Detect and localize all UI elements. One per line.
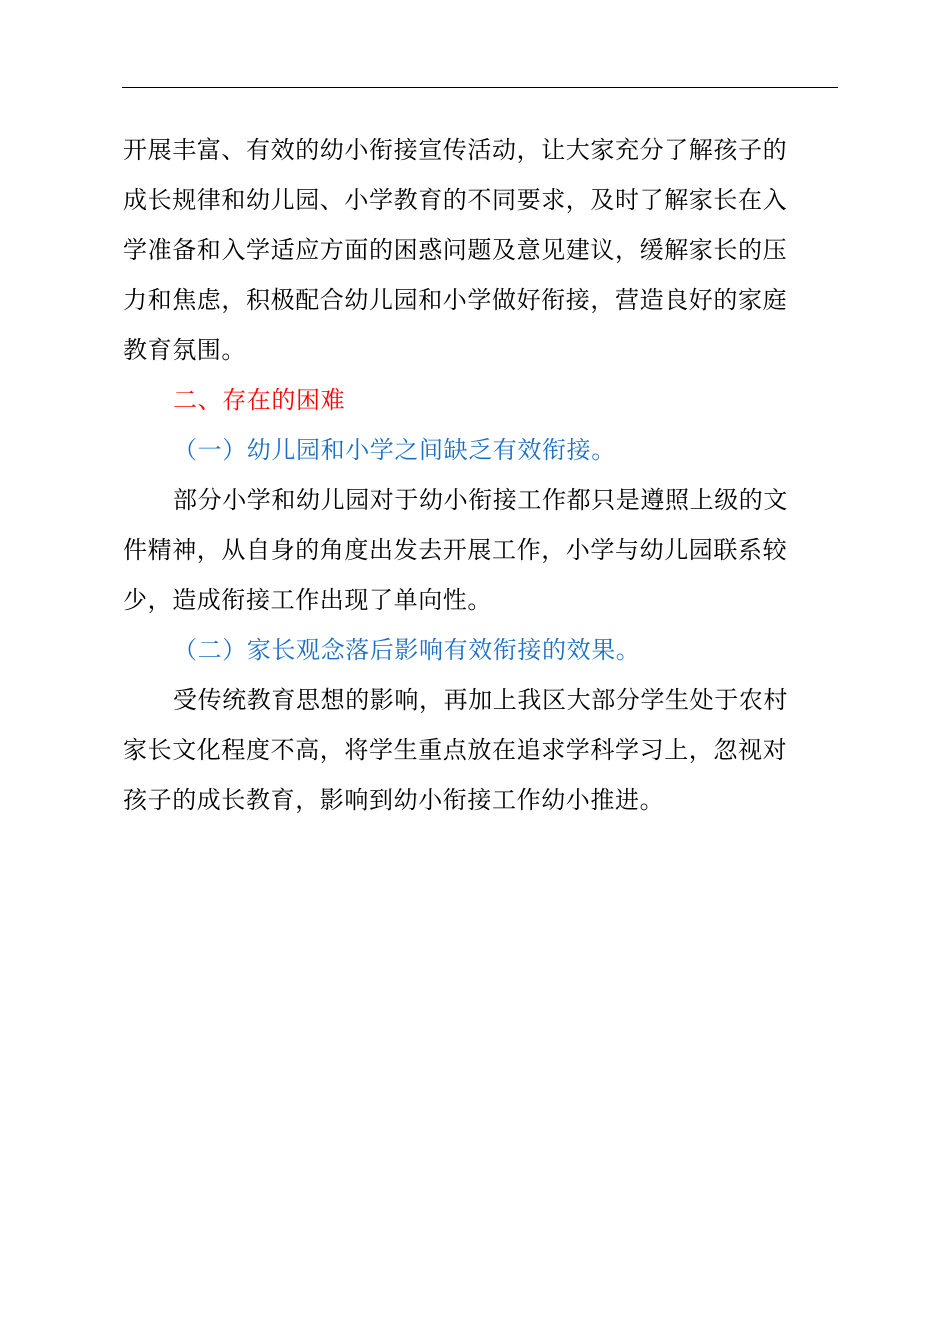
paragraph-line: 教育氛围。	[123, 336, 246, 364]
paragraph-line: 孩子的成长教育，影响到幼小衔接工作幼小推进。	[123, 786, 665, 814]
header-rule	[122, 87, 838, 88]
paragraph-1	[123, 125, 839, 375]
document-body	[123, 125, 839, 825]
subheading-parent-concepts: （二）家长观念落后影响有效衔接的效果。	[173, 636, 641, 664]
paragraph-line: 受传统教育思想的影响，再加上我区大部分学生处于农村	[173, 686, 788, 714]
paragraph-line: 力和焦虑，积极配合幼儿园和小学做好衔接，营造良好的家庭	[123, 286, 788, 314]
subheading-lack-of-connection: （一）幼儿园和小学之间缺乏有效衔接。	[173, 436, 616, 464]
paragraph-line: 少，造成衔接工作出现了单向性。	[123, 586, 492, 614]
paragraph-line: 部分小学和幼儿园对于幼小衔接工作都只是遵照上级的文	[173, 486, 788, 514]
paragraph-line: 成长规律和幼儿园、小学教育的不同要求，及时了解家长在入	[123, 186, 788, 214]
paragraph-line: 家长文化程度不高，将学生重点放在追求学科学习上，忽视对	[123, 736, 788, 764]
paragraph-line: 学准备和入学适应方面的困惑问题及意见建议，缓解家长的压	[123, 236, 788, 264]
paragraph-line: 开展丰富、有效的幼小衔接宣传活动，让大家充分了解孩子的	[123, 136, 788, 164]
section-heading-difficulties: 二、存在的困难	[173, 386, 346, 414]
paragraph-line: 件精神，从自身的角度出发去开展工作，小学与幼儿园联系较	[123, 536, 788, 564]
paragraph-3	[123, 675, 839, 825]
paragraph-2	[123, 475, 839, 625]
